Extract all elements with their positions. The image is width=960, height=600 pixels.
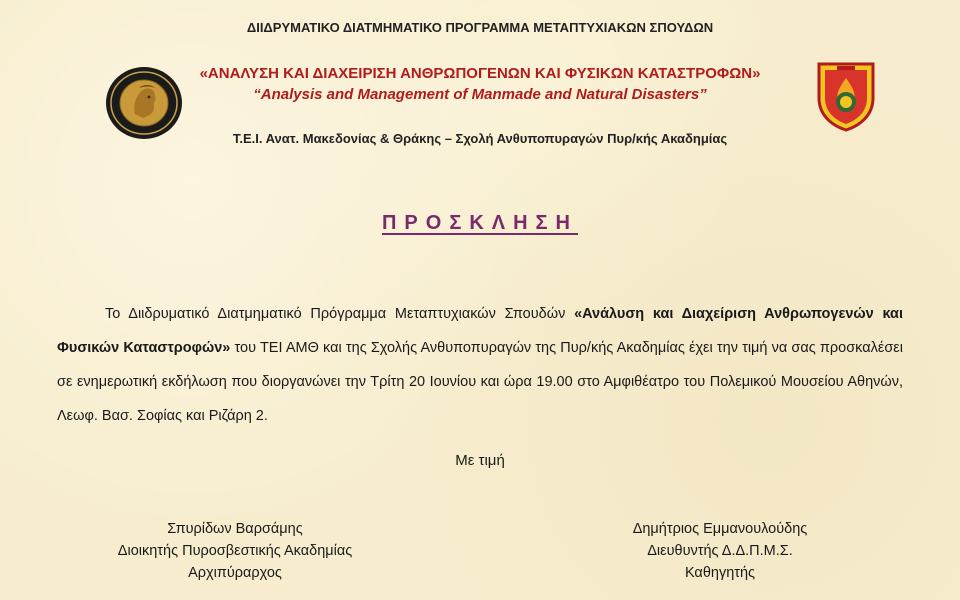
program-title-english: “Analysis and Management of Manmade and Natural Disasters” xyxy=(253,86,707,103)
institution-line: Τ.Ε.Ι. Ανατ. Μακεδονίας & Θράκης – Σχολή Ανθυποπυραγών Πυρ/κής Ακαδημίας xyxy=(232,131,728,146)
signatory-role: Διευθυντής Δ.Δ.Π.Μ.Σ. xyxy=(647,543,793,559)
invitation-title: ΠΡΟΣΚΛΗΣΗ xyxy=(381,212,578,234)
program-title-greek: «ΑΝΑΛΥΣΗ ΚΑΙ ΔΙΑΧΕΙΡΙΣΗ ΑΝΘΡΩΠΟΓΕΝΩΝ ΚΑΙ ΦΥΣΙΚΩΝ ΚΑΤΑΣΤΡΟΦΩΝ» xyxy=(199,65,761,82)
signatory-rank: Καθηγητής xyxy=(684,565,756,581)
invitation-body xyxy=(57,297,903,433)
closing-salutation: Με τιμή xyxy=(455,452,505,469)
signatory-role: Διοικητής Πυροσβεστικής Ακαδημίας xyxy=(117,543,353,559)
fire-academy-crest-logo xyxy=(815,58,877,132)
signatory-rank: Αρχιπύραρχος xyxy=(188,565,282,581)
program-header: ΔΙΙΔΡΥΜΑΤΙΚΟ ΔΙΑΤΜΗΜΑΤΙΚΟ ΠΡΟΓΡΑΜΜΑ ΜΕΤΑΠΤΥΧΙΑΚΩΝ ΣΠΟΥΔΩΝ xyxy=(246,20,714,35)
signature-right xyxy=(545,518,895,584)
body-text-part-2: του ΤΕΙ ΑΜΘ και της Σχολής Ανθυποπυραγών της Πυρ/κής Ακαδημίας έχει την τιμή να σας προσκαλέσει σε ενημερωτική εκδήλωση που διοργανώνει την Τρίτη 20 Ιουνίου και ώρα 19.00 στο Αμφιθέατρο του Πολεμικού Μουσείου Αθηνών, Λεωφ. Βασ. Σοφίας και Ριζάρη 2. xyxy=(57,340,903,424)
signature-left xyxy=(60,518,410,584)
body-text-part-1: Το Διιδρυματικό Διατμηματικό Πρόγραμμα Μεταπτυχιακών Σπουδών xyxy=(105,306,575,322)
body-program-name: «Ανάλυση και Διαχείριση Ανθρωπογενών και Φυσικών Καταστροφών» xyxy=(57,306,903,356)
signatory-name: Δημήτριος Εμμανουλούδης xyxy=(632,521,808,537)
signatory-name: Σπυρίδων Βαρσάμης xyxy=(167,521,303,537)
